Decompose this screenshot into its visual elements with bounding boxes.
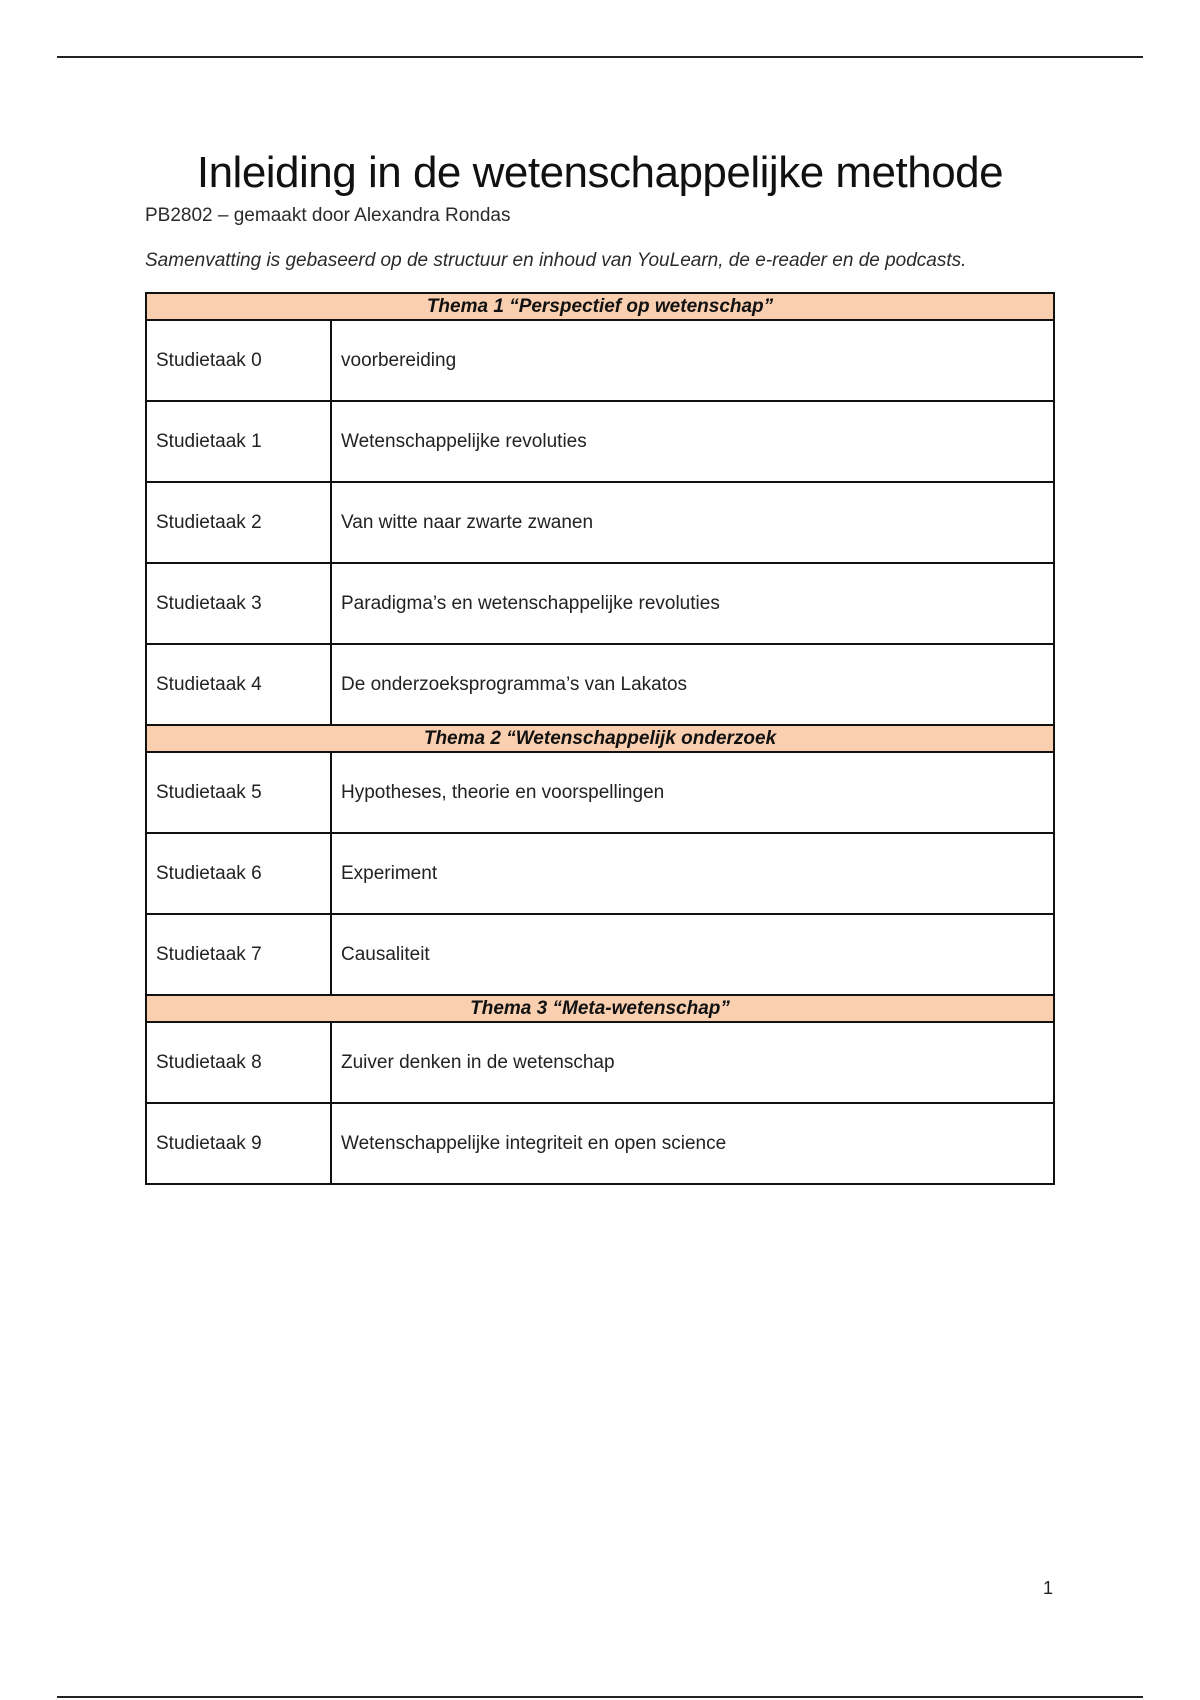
study-task-label: Studietaak 0: [146, 320, 331, 401]
study-task-topic: Experiment: [331, 833, 1054, 914]
study-task-topic: Causaliteit: [331, 914, 1054, 995]
page-title: Inleiding in de wetenschappelijke methode: [196, 148, 1004, 197]
study-task-topic: Wetenschappelijke integriteit en open science: [331, 1103, 1054, 1184]
table-row: [146, 914, 1054, 995]
study-task-topic: Zuiver denken in de wetenschap: [331, 1022, 1054, 1103]
table-row: [146, 482, 1054, 563]
theme-header-row: [146, 725, 1054, 752]
table-row: [146, 320, 1054, 401]
course-subtitle: PB2802 – gemaakt door Alexandra Rondas: [145, 205, 511, 226]
summary-note: Samenvatting is gebaseerd op de structuur en inhoud van YouLearn, de e-reader en de podcasts.: [145, 250, 967, 271]
study-task-topic: Van witte naar zwarte zwanen: [331, 482, 1054, 563]
table-row: [146, 752, 1054, 833]
study-task-topic: Wetenschappelijke revoluties: [331, 401, 1054, 482]
table-row: [146, 563, 1054, 644]
theme-title: Thema 3 “Meta-wetenschap”: [146, 995, 1054, 1022]
study-task-topic: Paradigma’s en wetenschappelijke revoluties: [331, 563, 1054, 644]
top-rule: [57, 56, 1143, 58]
theme-title: Thema 1 “Perspectief op wetenschap”: [146, 293, 1054, 320]
study-task-label: Studietaak 1: [146, 401, 331, 482]
theme-title: Thema 2 “Wetenschappelijk onderzoek: [146, 725, 1054, 752]
study-task-label: Studietaak 6: [146, 833, 331, 914]
table-row: [146, 1103, 1054, 1184]
study-task-topic: Hypotheses, theorie en voorspellingen: [331, 752, 1054, 833]
table-row: [146, 833, 1054, 914]
study-task-label: Studietaak 9: [146, 1103, 331, 1184]
study-task-topic: De onderzoeksprogramma’s van Lakatos: [331, 644, 1054, 725]
study-task-label: Studietaak 8: [146, 1022, 331, 1103]
study-task-label: Studietaak 3: [146, 563, 331, 644]
bottom-rule: [57, 1696, 1143, 1698]
theme-header-row: [146, 995, 1054, 1022]
study-task-label: Studietaak 2: [146, 482, 331, 563]
study-task-label: Studietaak 4: [146, 644, 331, 725]
theme-header-row: [146, 293, 1054, 320]
study-task-label: Studietaak 7: [146, 914, 331, 995]
table-row: [146, 1022, 1054, 1103]
table-row: [146, 644, 1054, 725]
table-row: [146, 401, 1054, 482]
page-number: 1: [1043, 1578, 1054, 1598]
study-task-table: [145, 292, 1055, 1185]
study-task-topic: voorbereiding: [331, 320, 1054, 401]
study-task-label: Studietaak 5: [146, 752, 331, 833]
